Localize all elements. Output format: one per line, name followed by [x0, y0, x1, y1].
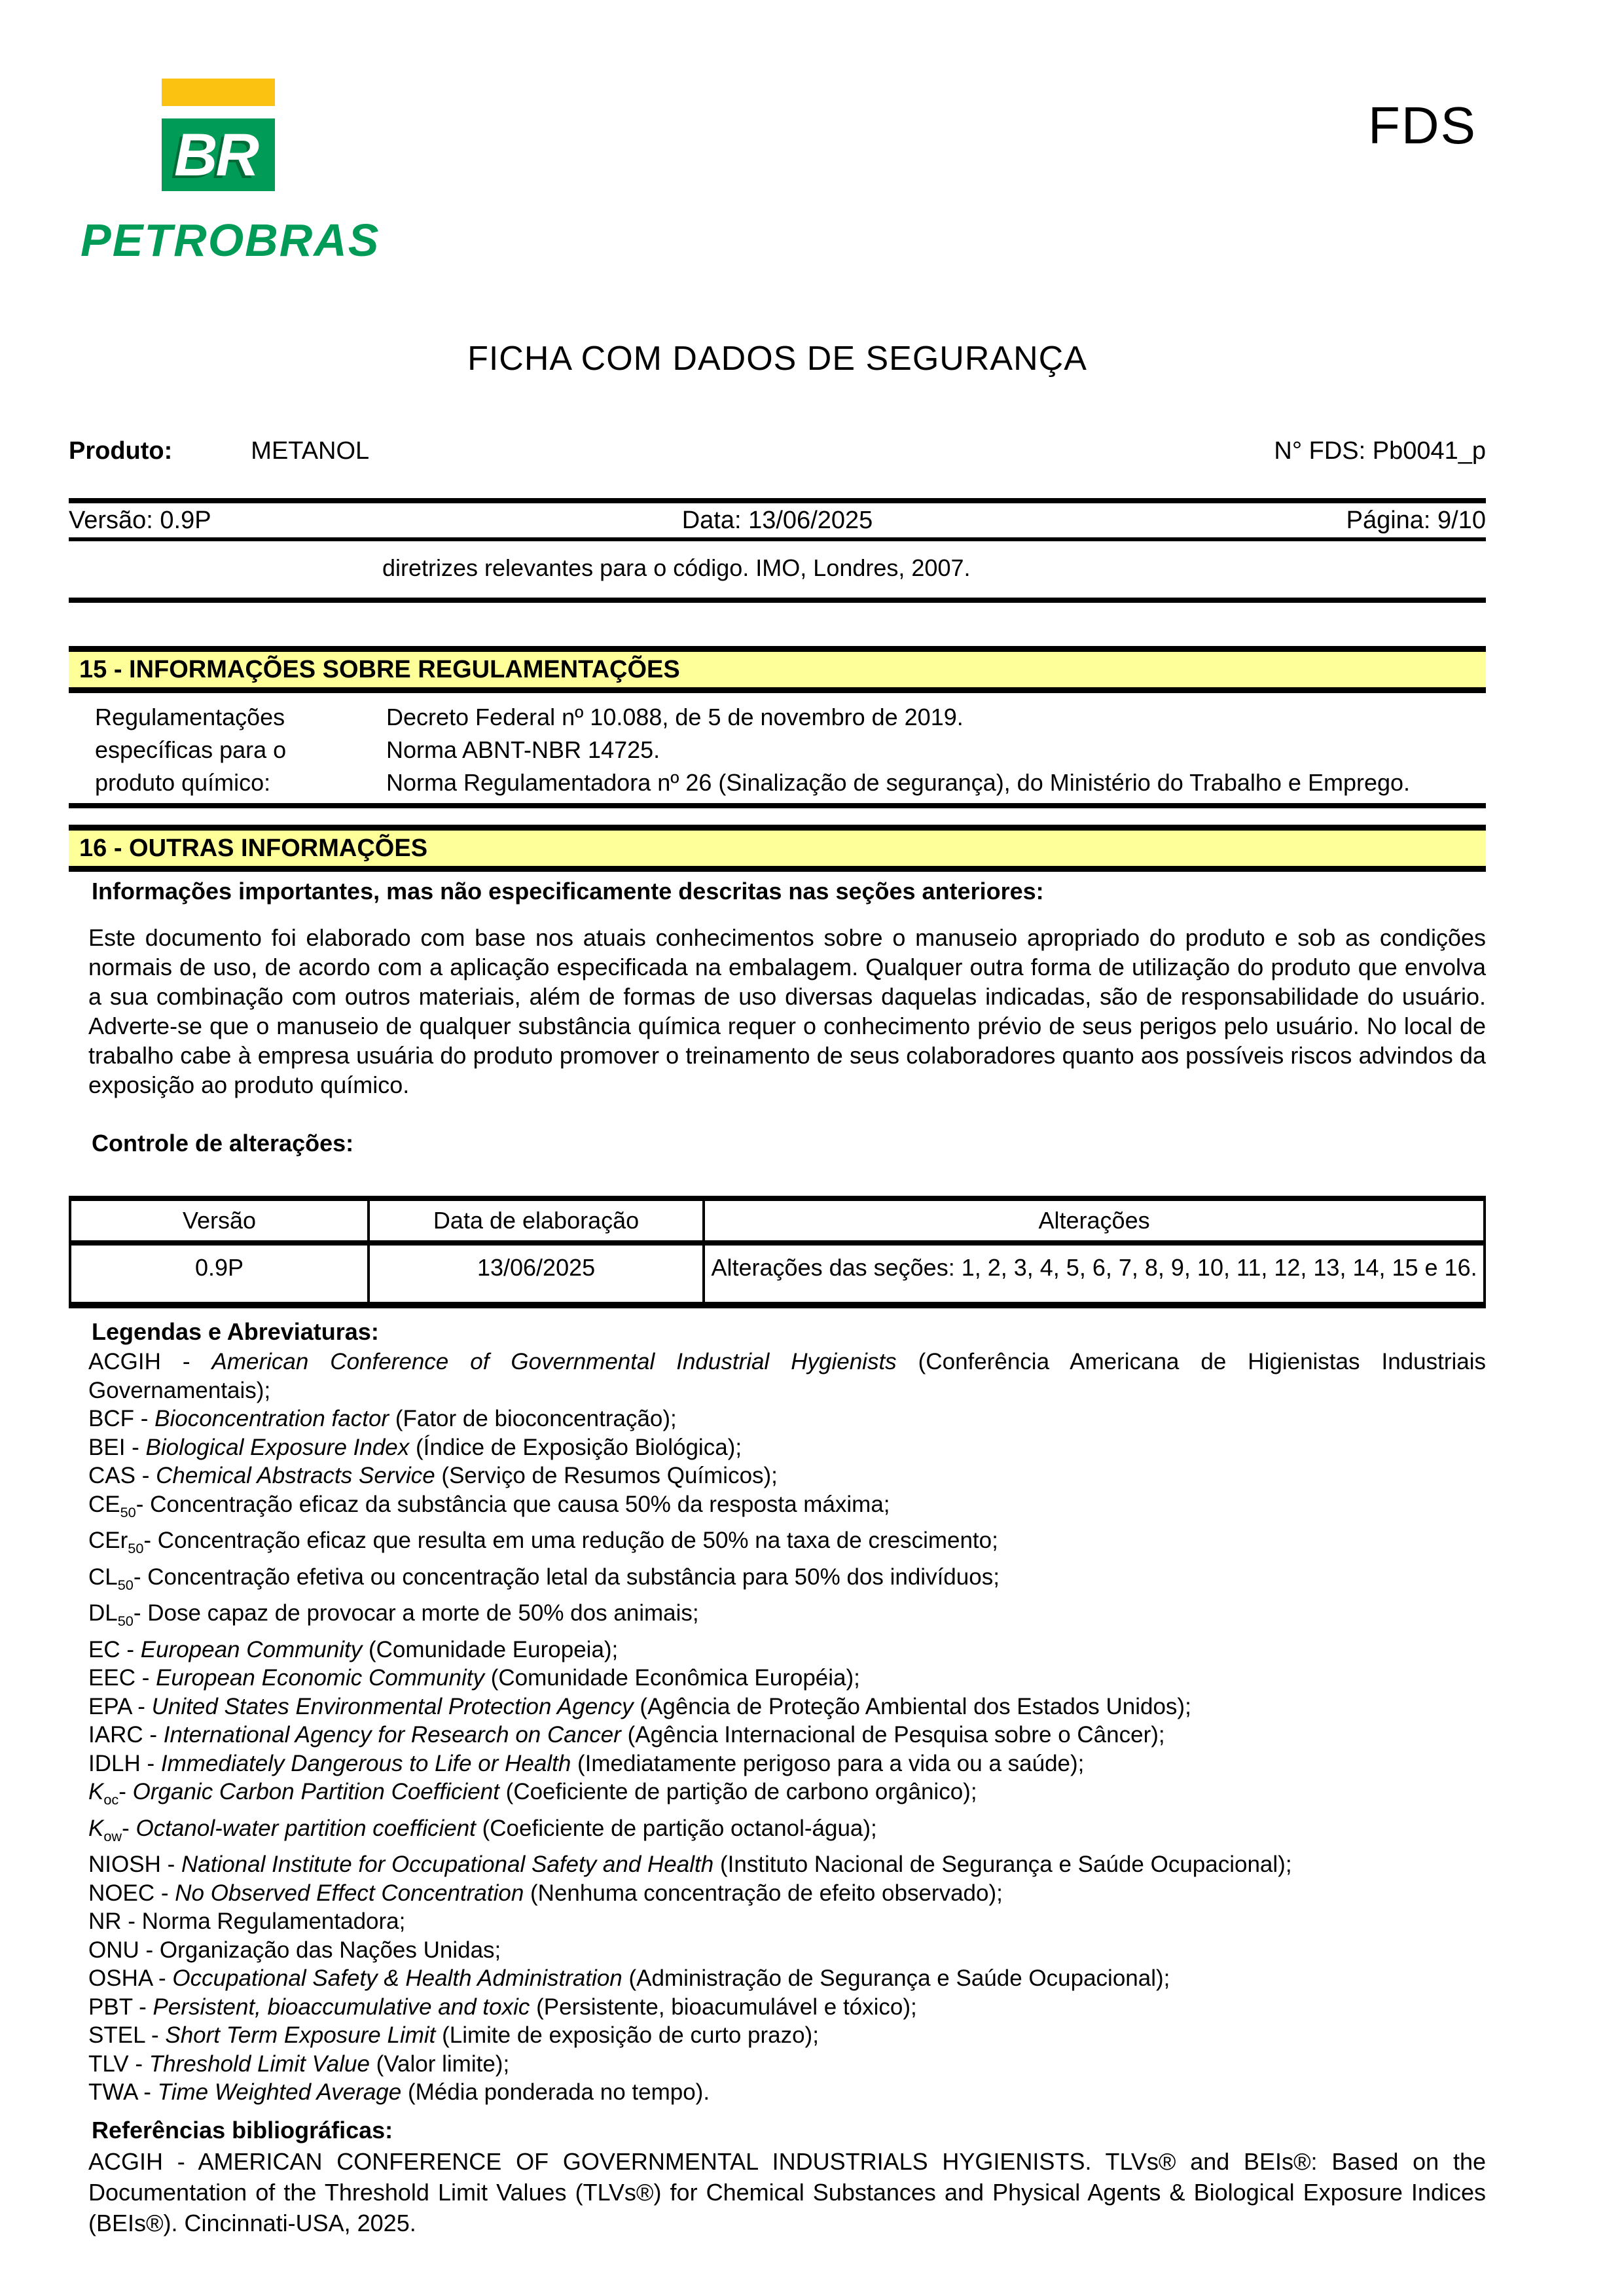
product-name: METANOL — [251, 437, 370, 465]
legend-item — [88, 1850, 1486, 1879]
table-header-cell: Versão — [70, 1198, 369, 1243]
legend-item — [88, 2078, 1486, 2107]
logo-yellow-bar — [162, 79, 275, 106]
legend-item-part: Persistent, bioaccumulative and toxic — [153, 1994, 530, 2020]
legend-item-part: (Administração de Segurança e Saúde Ocupacional); — [622, 1965, 1170, 1991]
page-number: Página: 9/10 — [1346, 507, 1487, 534]
legend-item-part: OSHA - — [88, 1965, 173, 1991]
page-title: FICHA COM DADOS DE SEGURANÇA — [467, 340, 1087, 378]
legend-item-part: European Economic Community — [156, 1665, 484, 1691]
legend-item — [88, 1405, 1486, 1433]
legend-item-part: National Institute for Occupational Safety and Health — [181, 1852, 714, 1877]
legend-item-part: NIOSH - — [88, 1852, 181, 1877]
product-row — [69, 437, 1486, 465]
important-info-heading: Informações importantes, mas não especificamente descritas nas seções anteriores: — [92, 878, 1044, 905]
legend-item — [88, 1693, 1486, 1721]
logo-br-text: BR — [174, 121, 257, 188]
legend-item-part: 50 — [120, 1503, 136, 1520]
regulation-value-line: Norma ABNT-NBR 14725. — [386, 736, 660, 763]
legend-item-part: Short Term Exposure Limit — [165, 2022, 436, 2048]
legend-item-part: (Média ponderada no tempo). — [401, 2079, 710, 2105]
legend-item — [88, 1526, 1486, 1563]
legend-item — [88, 1936, 1486, 1965]
legend-item-part: (Valor limite); — [369, 2051, 510, 2077]
legend-item-part: STEL - — [88, 2022, 166, 2048]
legend-item — [88, 1879, 1486, 1908]
legend-item-part: CE — [88, 1491, 120, 1517]
legend-item-part: (Instituto Nacional de Segurança e Saúde Ocupacional); — [713, 1852, 1292, 1877]
regulations-row — [69, 693, 1486, 808]
legend-item-part: Chemical Abstracts Service — [156, 1463, 435, 1488]
legend-item-part: CL — [88, 1564, 118, 1590]
legend-item — [88, 1778, 1486, 1814]
table-cell: 0.9P — [194, 1254, 244, 1281]
legend-item-part: (Comunidade Econômica Européia); — [484, 1665, 860, 1691]
change-control-table — [69, 1196, 1486, 1308]
legend-item-part: Threshold Limit Value — [149, 2051, 370, 2077]
legend-heading: Legendas e Abreviaturas: — [92, 1318, 379, 1345]
legend-item-part: CAS - — [88, 1463, 156, 1488]
legend-item-part: European Community — [140, 1636, 363, 1662]
logo-wordmark: PETROBRAS — [81, 215, 380, 266]
legend-item-part: 50 — [117, 1613, 134, 1629]
legend-item-part: (Agência de Proteção Ambiental dos Estados Unidos); — [633, 1693, 1191, 1719]
legend-item-part: TLV - — [88, 2051, 149, 2077]
legend-item-part: BCF - — [88, 1406, 155, 1431]
table-cell: Alterações das seções: 1, 2, 3, 4, 5, 6, 7, 8, 9, 10, 11, 12, 13, 14, 15 e 16. — [704, 1243, 1485, 1305]
legend-item — [88, 1490, 1486, 1527]
legend-item-part: K — [88, 1779, 104, 1804]
legend-item-part: oc — [103, 1791, 119, 1808]
doc-type-label: FDS — [1368, 96, 1477, 154]
legend-item — [88, 1749, 1486, 1778]
product-group — [69, 437, 369, 465]
legend-item-part: No Observed Effect Concentration — [175, 1880, 524, 1906]
legend-item-part: Octanol-water partition coefficient — [135, 1815, 476, 1841]
legend-item-part: IDLH - — [88, 1750, 161, 1776]
regulations-label-line: Regulamentações — [95, 704, 285, 730]
legend-item-part: NR - Norma Regulamentadora; — [88, 1909, 406, 1934]
regulations-label-line: específicas para o — [95, 736, 287, 763]
document-header — [69, 79, 1486, 266]
change-control-heading: Controle de alterações: — [92, 1130, 354, 1157]
legend-item-part: EEC - — [88, 1665, 156, 1691]
table-cell: 13/06/2025 — [369, 1243, 704, 1305]
legend-item-part: Organic Carbon Partition Coefficient — [132, 1779, 499, 1804]
references-heading: Referências bibliográficas: — [92, 2116, 393, 2144]
legend-item-part: (Limite de exposição de curto prazo); — [435, 2022, 819, 2048]
legend-item-part: ONU - Organização das Nações Unidas; — [88, 1937, 501, 1963]
change-table-body — [70, 1243, 1485, 1305]
legend-item-part: 50 — [128, 1540, 144, 1556]
table-row — [70, 1243, 1485, 1305]
legend-item-part: (Coeficiente de partição de carbono orgânico); — [499, 1779, 977, 1804]
legend-item-part: United States Environmental Protection Agency — [151, 1693, 634, 1719]
legend-item-part: TWA - — [88, 2079, 158, 2105]
legend-item-part: Time Weighted Average — [157, 2079, 402, 2105]
regulation-value-line: Norma Regulamentadora nº 26 (Sinalização de segurança), do Ministério do Trabalho e Emprego. — [386, 769, 1411, 796]
legend-item — [88, 2050, 1486, 2079]
fds-number: N° FDS: Pb0041_p — [1274, 437, 1486, 465]
legend-item-part: DL — [88, 1600, 118, 1626]
legend-item — [88, 1964, 1486, 1993]
legend-item-part: - Dose capaz de provocar a morte de 50% dos animais; — [133, 1600, 699, 1626]
legend-item-part: (Imediatamente perigoso para a vida ou a saúde); — [571, 1750, 1085, 1776]
legend-item-part: (Nenhuma concentração de efeito observado); — [524, 1880, 1003, 1906]
date-label: Data: 13/06/2025 — [681, 507, 873, 534]
continuation-text: diretrizes relevantes para o código. IMO, Londres, 2007. — [69, 541, 1486, 603]
legend-item-part: (Serviço de Resumos Químicos); — [435, 1463, 778, 1488]
legend-item-part: Immediately Dangerous to Life or Health — [160, 1750, 571, 1776]
legend-item-part: Bioconcentration factor — [154, 1406, 389, 1431]
legend-item-part: K — [88, 1815, 104, 1841]
table-header-cell: Data de elaboração — [369, 1198, 704, 1243]
legend-item-part: BEI - — [88, 1434, 146, 1460]
legend-item-part: ACGIH - — [88, 1349, 212, 1374]
legend-item-part: (Fator de bioconcentração); — [389, 1406, 677, 1431]
legend-item-part: (Índice de Exposição Biológica); — [409, 1434, 742, 1460]
legend-item-part: (Persistente, bioacumulável e tóxico); — [530, 1994, 917, 2020]
legend-item-part: - Concentração eficaz da substância que causa 50% da resposta máxima; — [135, 1491, 890, 1517]
legend-item-part: - Concentração eficaz que resulta em uma redução de 50% na taxa de crescimento; — [143, 1528, 998, 1553]
legend-item — [88, 1664, 1486, 1693]
legend-item — [88, 1563, 1486, 1600]
legend-item — [88, 1636, 1486, 1664]
legend-item-part: - — [122, 1815, 136, 1841]
legend-item-part: Occupational Safety & Health Administration — [172, 1965, 623, 1991]
legend-item-part: - — [118, 1779, 133, 1804]
petrobras-logo — [162, 79, 275, 191]
legend-item-part: IARC - — [88, 1722, 164, 1748]
section-header-15: 15 - INFORMAÇÕES SOBRE REGULAMENTAÇÕES — [69, 646, 1486, 693]
legend-item-part: (Agência Internacional de Pesquisa sobre o Câncer); — [621, 1722, 1165, 1748]
regulations-label — [95, 701, 386, 799]
regulation-value-line: Decreto Federal nº 10.088, de 5 de novembro de 2019. — [386, 704, 964, 730]
legend-item — [88, 2021, 1486, 2050]
legend-item-part: PBT - — [88, 1994, 153, 2020]
version-bar — [69, 498, 1486, 541]
info-paragraph: Este documento foi elaborado com base nos atuais conhecimentos sobre o manuseio apropriado do produto e sob as condições normais de uso, de acordo com a aplicação especificada na embalagem. Qualquer outra forma de utilização do produto que envolva a sua combinação com outros materiais, além de formas de uso diversas daquelas indicadas, são de responsabilidade do usuário. Adverte-se que o manuseio de qualquer substância química requer o conhecimento prévio de seus perigos pelo usuário. No local de trabalho cabe à empresa usuária do produto promover o treinamento de seus colaboradores quanto aos possíveis riscos advindos da exposição ao produto químico. — [88, 924, 1486, 1098]
legend-item-part: 50 — [117, 1576, 134, 1593]
legend-item-part: EPA - — [88, 1693, 152, 1719]
legend-item-part: EC - — [88, 1636, 141, 1662]
references-paragraph: ACGIH - AMERICAN CONFERENCE OF GOVERNMENTAL INDUSTRIALS HYGIENISTS. TLVs® and BEIs®: Based on the Documentation of the Threshold Limit Values (TLVs®) for Chemical Substances and Physical Agents & Biological Exposure Indices (BEIs®). Cincinnati-USA, 2025. — [88, 2147, 1486, 2236]
product-label: Produto: — [69, 437, 173, 465]
legend-item-part: Biological Exposure Index — [145, 1434, 410, 1460]
legend-item-part: International Agency for Research on Cancer — [163, 1722, 621, 1748]
legend-item-part: CEr — [88, 1528, 128, 1553]
legend-item-part: (Coeficiente de partição octanol-água); — [475, 1815, 877, 1841]
legend-list — [88, 1348, 1486, 2107]
logo-green-box — [162, 118, 275, 191]
legend-item-part: (Comunidade Europeia); — [362, 1636, 619, 1662]
legend-item — [88, 1348, 1486, 1405]
table-header-cell: Alterações — [704, 1198, 1485, 1243]
legend-item — [88, 1993, 1486, 2022]
legend-item — [88, 1599, 1486, 1636]
legend-item — [88, 1462, 1486, 1490]
legend-item-part: NOEC - — [88, 1880, 175, 1906]
regulations-values — [386, 701, 1486, 799]
legend-item — [88, 1433, 1486, 1462]
legend-item-part: American Conference of Governmental Industrial Hygienists — [211, 1349, 897, 1374]
legend-item-part: (Conferência Americana de Higienistas Industriais Governamentais); — [88, 1349, 1486, 1403]
section-header-16: 16 - OUTRAS INFORMAÇÕES — [69, 825, 1486, 872]
legend-item — [88, 1721, 1486, 1749]
legend-item-part: ow — [103, 1827, 122, 1844]
version-label: Versão: 0.9P — [69, 507, 211, 534]
legend-item-part: - Concentração efetiva ou concentração letal da substância para 50% dos indivíduos; — [133, 1564, 1000, 1590]
regulations-label-line: produto químico: — [95, 769, 271, 796]
legend-item — [88, 1814, 1486, 1851]
change-table-header-row — [70, 1198, 1485, 1243]
legend-item — [88, 1907, 1486, 1936]
